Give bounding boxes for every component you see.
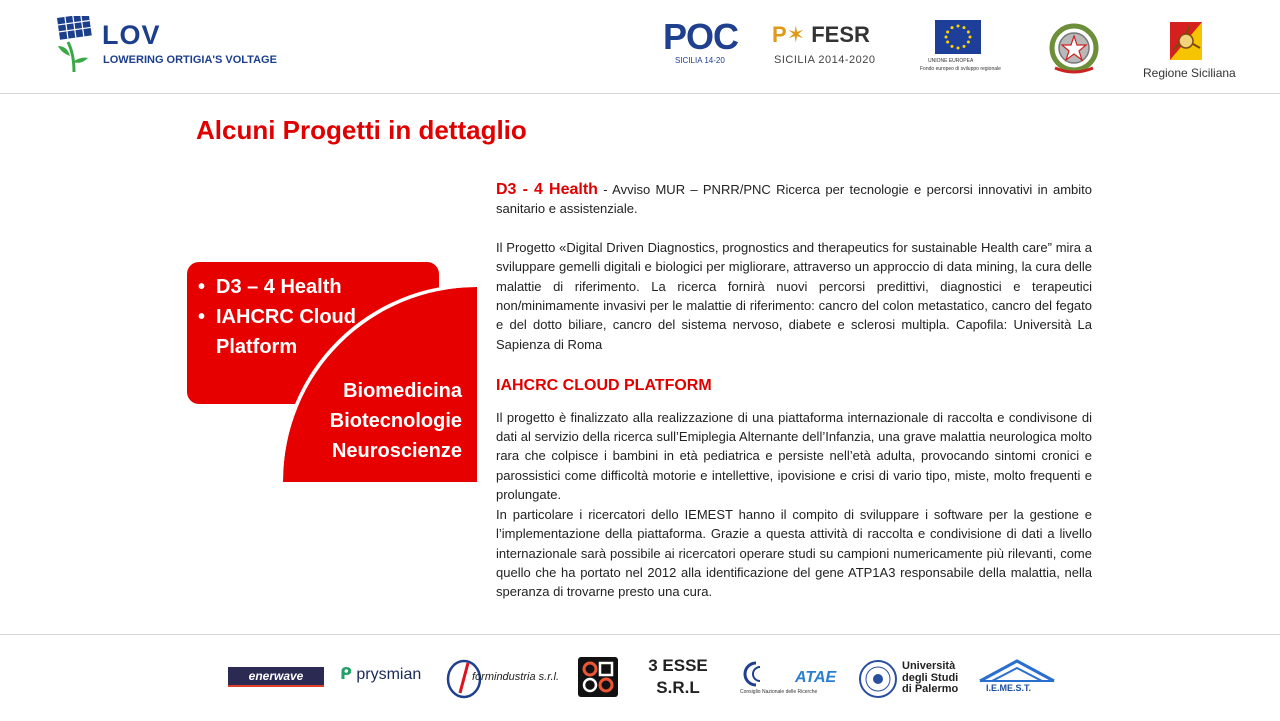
po-fesr-logo bbox=[772, 22, 882, 72]
iemest-logo bbox=[976, 657, 1058, 703]
regione-siciliana-logo bbox=[1140, 20, 1236, 80]
prysmian-mark-icon: ᑭ bbox=[340, 666, 352, 683]
eu-logo bbox=[918, 20, 1002, 76]
cnr-text: Consiglio Nazionale delle Ricerche bbox=[740, 689, 818, 695]
iemest-text: I.E.ME.S.T. bbox=[986, 683, 1032, 693]
formindustria-text: formindustria s.r.l. bbox=[472, 671, 560, 683]
trinacria-icon bbox=[1140, 20, 1232, 64]
lov-title: LOV bbox=[102, 20, 161, 50]
regione-siciliana-text: Regione Siciliana bbox=[1143, 66, 1236, 80]
eu-logo-fund: Fondo europeo di sviluppo regionale bbox=[920, 66, 1001, 72]
unipa-seal-icon bbox=[858, 659, 898, 699]
project-item-iahcrc: • IAHCRC Cloud Platform bbox=[198, 302, 388, 362]
iahcrc-section-title: IAHCRC CLOUD PLATFORM bbox=[496, 377, 712, 395]
project-item-d3: • D3 – 4 Health bbox=[198, 272, 388, 302]
eu-logo-caption: UNIONE EUROPEA bbox=[928, 58, 974, 64]
unipa-logo bbox=[858, 659, 962, 703]
enerwave-logo: enerwave bbox=[228, 667, 324, 687]
unipa-text: Università degli Studi di Palermo bbox=[902, 660, 959, 695]
formindustria-logo bbox=[446, 657, 566, 701]
fesr-logo-subtitle: SICILIA 2014-2020 bbox=[774, 54, 876, 66]
solar-plant-icon bbox=[54, 16, 94, 74]
iahcrc-paragraph-1: Il progetto è finalizzato alla realizzazione di una piattaforma internazionale di raccolta e condivisone di dati al servizio della ricerca sull’Emiplegia Alternante dell’Infanzia, una grave malattia neurologica molto rara che colpisce i bambini in età pediatrica e persiste nell’età adulta, provocando sintomi cronici e parossistici come difficoltà motorie e intellettive, ipovisione e crisi di vario tipo, miste, molto frequenti e prolungate. bbox=[496, 409, 1092, 503]
italian-republic-emblem-icon bbox=[1047, 20, 1101, 76]
header-logo-bar bbox=[0, 0, 1280, 94]
area-biomedicina: Biomedicina bbox=[343, 380, 462, 402]
d3-intro-paragraph bbox=[496, 180, 1092, 219]
iahcrc-paragraph-2: In particolare i ricercatori dello IEMEST hanno il compito di sviluppare i software per la gestione e l’implementazione della piattaforma. Grazie a questa attività di raccolta e condivisione di dati a livello internazionale sarà possibile ai ricercatori operare studi su campioni numericamente più rilevanti, come quello che ha portato nel 2012 alla identificazione del gene ATP1A3 responsabile della malattia, nella speranza di trovarne presto una cura. bbox=[496, 506, 1092, 600]
apeo-logo bbox=[578, 657, 618, 697]
d3-intro-text: - Avviso MUR – PNRR/PNC Ricerca per tecnologie e percorsi innovativi in ambito sanitario e assistenziale. bbox=[496, 182, 1092, 217]
partner-logo-bar bbox=[0, 634, 1280, 721]
project-descriptions bbox=[496, 180, 1092, 602]
lov-subtitle: LOWERING ORTIGIA'S VOLTAGE bbox=[103, 54, 277, 66]
research-areas-list bbox=[300, 376, 462, 466]
page-title: Alcuni Progetti in dettaglio bbox=[196, 115, 527, 145]
d3-keyword: D3 - 4 Health bbox=[496, 181, 598, 198]
eu-flag-icon bbox=[935, 20, 981, 54]
area-biotecnologie: Biotecnologie bbox=[329, 410, 462, 432]
project-list bbox=[198, 272, 388, 362]
fesr-logo-text: P✶ FESR bbox=[772, 22, 870, 47]
iemest-mark-icon bbox=[976, 657, 1058, 683]
d3-body-paragraph: Il Progetto «Digital Driven Diagnostics, prognostics and therapeutics for sustainable Health care” mira a sviluppare gemelli digitali e biologici per migliorare, attraverso un approccio di data mining, la cura delle malattie di riferimento. La ricerca fornirà nuovi percorsi predittivi, diagnostici e terapeutici non/minimamente invasivi per le malattie di riferimento: cancro del colon metastatico, cancro del fegato e del dotto biliare, cancro del sistema nervoso, diabete e sclerosi multipla. Capofila: Università La Sapienza di Roma bbox=[496, 239, 1092, 352]
poc-logo-text: POC bbox=[663, 16, 739, 57]
atae-logo: ATAE bbox=[795, 669, 837, 686]
area-neuroscienze: Neuroscienze bbox=[331, 440, 462, 462]
cnr-mark-icon bbox=[738, 659, 788, 689]
3-esse-logo: 3 ESSE S.R.L bbox=[648, 656, 708, 697]
poc-logo-subtitle: SICILIA 14-20 bbox=[675, 56, 725, 65]
lov-logo bbox=[54, 16, 294, 76]
prysmian-logo: ᑭ prysmian bbox=[340, 666, 422, 683]
star-icon: P✶ bbox=[772, 22, 806, 47]
poc-sicilia-logo bbox=[663, 18, 739, 70]
